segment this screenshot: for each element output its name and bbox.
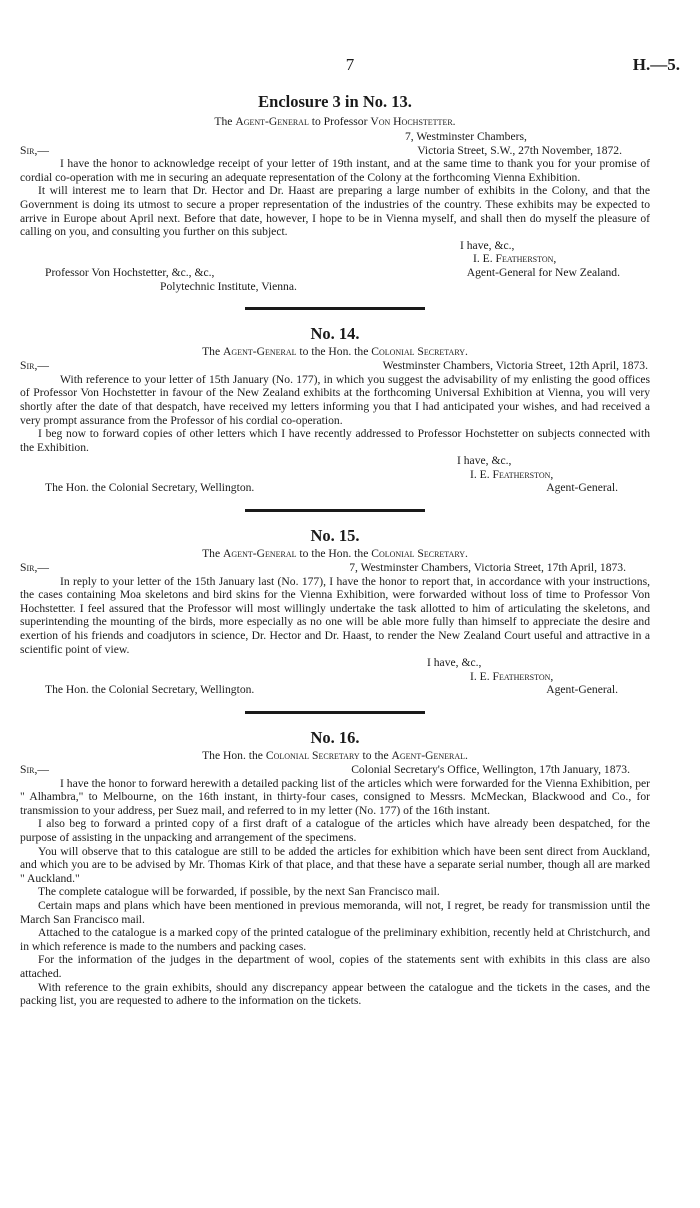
paragraph: It will interest me to learn that Dr. Hector and Dr. Haast are preparing a large number of exhibits in the Colony, and that the Government is doing its utmost to secure a proper representation of the industries of the country. These exhibits may be expected to arrive in Europe about April next. Before that date, however, I hope to be in Vienna myself, and shall then do myself the pleasure of calling on you, and consulting you further on this subject. (20, 184, 650, 239)
enclosure-13-letter (20, 92, 650, 293)
subtitle-text: to the Hon. the (296, 345, 372, 359)
paragraph: I have the honor to acknowledge receipt of your letter of 19th instant, and at the same time to thank you for your promise of cordial co-operation with me in securing an adequate representation of the Colony at the forthcoming Vienna Exhibition. (20, 157, 650, 184)
closing: I have, &c., (460, 238, 515, 252)
subtitle-recipient: Von Hochstetter. (370, 115, 456, 128)
section-subtitle (20, 748, 650, 763)
letter-no-15 (20, 526, 650, 697)
salutation: Sir,— (20, 561, 49, 575)
page-number: 7 (345, 55, 355, 74)
salutation: Sir,— (20, 763, 49, 776)
signature-name: I. E. Featherston, (473, 252, 557, 266)
closing: I have, &c., (457, 454, 512, 468)
subtitle-text: The (202, 547, 224, 561)
signature (20, 468, 650, 482)
salutation-line (20, 359, 650, 373)
document-reference: H.—5. (632, 55, 680, 74)
section-title: Enclosure 3 in No. 13. (258, 92, 412, 111)
subtitle-sender: Colonial Secretary (265, 749, 360, 762)
section-divider (245, 711, 425, 714)
subtitle-text: to the (359, 749, 392, 762)
paragraph: With reference to the grain exhibits, should any discrepancy appear between the catalogue and the tickets in the cases, and the packing list, you are requested to adhere to the information on the tickets. (20, 980, 650, 1008)
subtitle-recipient: Agent-General. (391, 749, 468, 762)
subtitle-text: to the Hon. the (296, 547, 372, 561)
paragraph: Certain maps and plans which have been mentioned in previous memoranda, will not, I regret, be ready for transmission until the March San Francisco mail. (20, 898, 650, 926)
section-title: No. 15. (310, 526, 360, 546)
subtitle-text: The Hon. the (202, 749, 266, 762)
page-header (20, 0, 680, 80)
recipient-line (20, 683, 650, 697)
paragraph: For the information of the judges in the department of wool, copies of the statements sent with exhibits in this class are also attached. (20, 953, 650, 980)
section-subtitle (20, 114, 650, 129)
salutation-line (20, 561, 650, 575)
salutation: Sir,— (20, 359, 49, 373)
paragraph: I beg now to forward copies of other letters which I have recently addressed to Professor Hochstetter on subjects connected with the Exhibition. (20, 427, 650, 454)
section-subtitle (20, 344, 650, 359)
recipient-line (20, 266, 650, 280)
section-subtitle (20, 546, 650, 561)
paragraph: With reference to your letter of 15th January (No. 177), in which you suggest the advisability of my enlisting the good offices of Professor Von Hochstetter in favour of the New Zealand exhibits at the forthcoming Universal Exhibition at Vienna, you will very shortly after the date of that despatch, have received my letters informing you that I had anticipated your wishes, and had received a very prompt assurance from the Professor of his cordial co-operation. (20, 372, 650, 427)
paragraph: I have the honor to forward herewith a detailed packing list of the articles which were forwarded for the Vienna Exhibition, per " Alhambra," to Melbourne, on the 16th instant, in thirty-four cases, consigned to Messrs. McMeckan, Blackwood and Co., for transmission to your address, per Suez mail, and referred to in my letter (No. 177) of the 16th instant. (20, 776, 650, 817)
salutation: Sir,— (20, 143, 49, 157)
section-title: No. 16. (310, 728, 360, 747)
recipient: The Hon. the Colonial Secretary, Wellington. (45, 481, 255, 495)
paragraph: I also beg to forward a printed copy of a first draft of a catalogue of the articles which have already been despatched, for the purpose of assisting in the unpacking and arrangement of the specimens. (20, 817, 650, 844)
recipient: Professor Von Hochstetter, &c., &c., (45, 265, 215, 279)
paragraph: In reply to your letter of the 15th January last (No. 177), I have the honor to report that, in accordance with your instructions, the cases containing Moa skeletons and bird skins for the Vienna Exhibition, were forwarded without loss of time to Professor Von Hochstetter. I feel assured that the Professor will most willingly undertake the task allotted to him of articulating the skeletons, and superintending the mounting of the birds, more especially as no one will be able more fully than himself to appreciate the desire and exertion of his friends and coadjutors in science, Dr. Hector and Dr. Haast, to render the New Zealand Court useful and attractive in a scientific point of view. (20, 574, 650, 656)
salutation-line (20, 144, 650, 158)
letter-no-16 (20, 728, 650, 1008)
date-line: Colonial Secretary's Office, Wellington, 17th January, 1873. (351, 763, 630, 776)
subtitle-sender: Agent-General (235, 115, 309, 128)
subtitle-sender: Agent-General (223, 345, 297, 359)
subtitle-text: The (202, 345, 224, 359)
paragraph: The complete catalogue will be forwarded, if possible, by the next San Francisco mail. (38, 885, 440, 899)
signature-name: I. E. Featherston, (470, 669, 554, 683)
letter-no-14 (20, 324, 650, 495)
date-line: Victoria Street, S.W., 27th November, 1872. (417, 143, 622, 157)
recipient-address: Polytechnic Institute, Vienna. (160, 279, 297, 293)
signature-name: I. E. Featherston, (470, 467, 554, 481)
sender-title: Agent-General for New Zealand. (466, 265, 620, 279)
date-line: Westminster Chambers, Victoria Street, 12th April, 1873. (382, 359, 648, 373)
paragraph: Attached to the catalogue is a marked copy of the printed catalogue of the preliminary exhibition, recently held at Christchurch, and in which reference is made to the numbers and packing cases. (20, 926, 650, 953)
subtitle-text: The (214, 115, 236, 128)
signature (20, 670, 650, 684)
subtitle-sender: Agent-General (223, 547, 297, 561)
document-page (20, 0, 680, 1008)
address-line: 7, Westminster Chambers, (405, 130, 527, 143)
section-title: No. 14. (310, 324, 360, 344)
recipient: The Hon. the Colonial Secretary, Wellington. (45, 683, 255, 697)
sender-title: Agent-General. (546, 683, 618, 697)
section-divider (245, 307, 425, 310)
sender-title: Agent-General. (546, 481, 618, 495)
paragraph: You will observe that to this catalogue are still to be added the articles for exhibition which have been sent direct from Auckland, and which you are to be advised by Mr. Thomas Kirk of that place, and that these have a separate serial number, though all are marked " Auckland." (20, 844, 650, 885)
salutation-line (20, 763, 650, 777)
closing: I have, &c., (427, 656, 482, 670)
section-divider (245, 509, 425, 512)
subtitle-text: to Professor (308, 115, 371, 128)
date-line: 7, Westminster Chambers, Victoria Street, 17th April, 1873. (349, 561, 626, 575)
subtitle-recipient: Colonial Secretary. (371, 547, 468, 561)
subtitle-recipient: Colonial Secretary. (371, 345, 468, 359)
signature (20, 252, 650, 266)
recipient-line (20, 481, 650, 495)
